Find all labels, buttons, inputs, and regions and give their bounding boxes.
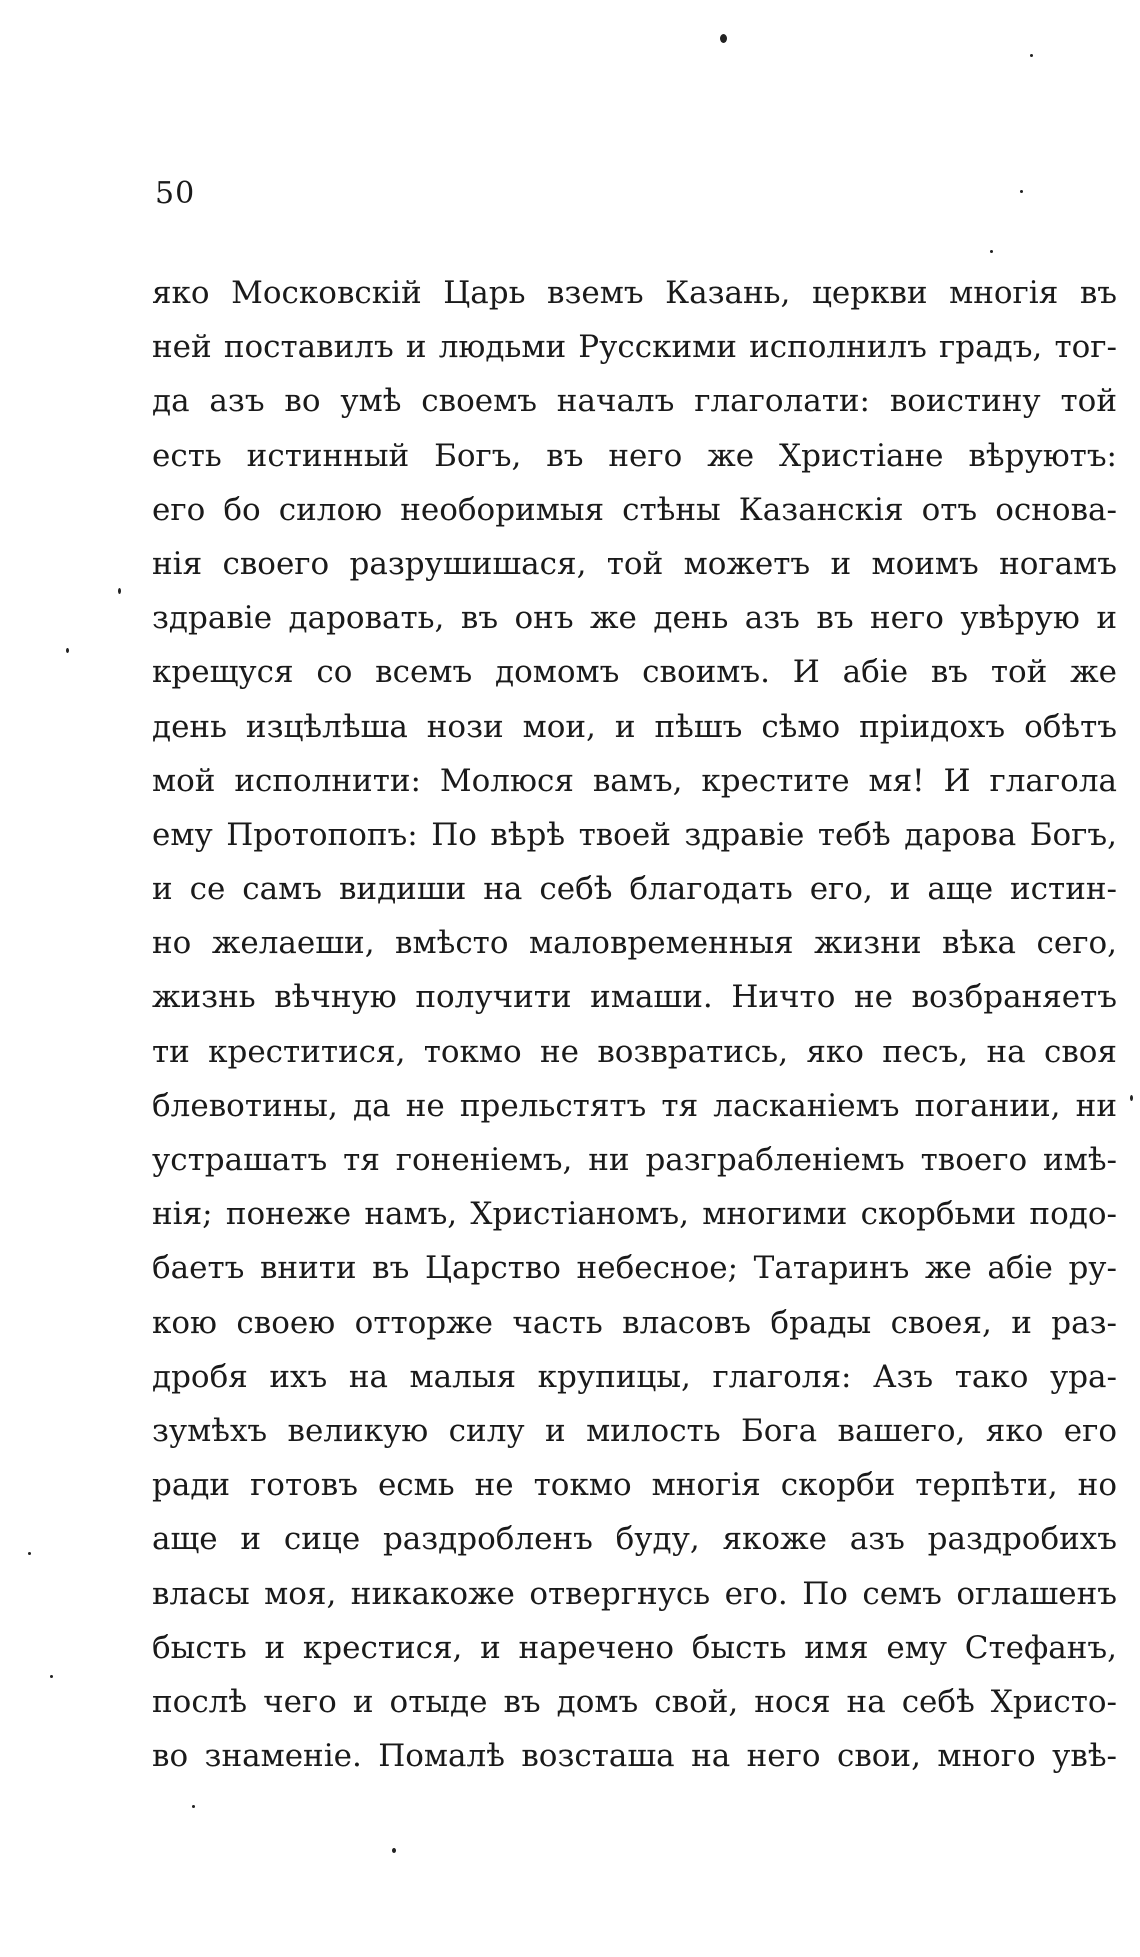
text-line: жизнь вѣчную получити имаши. Ничто не возбраняетъ bbox=[152, 979, 1117, 1016]
text-line: нія своего разрушишася, той можетъ и моимъ ногамъ bbox=[152, 545, 1117, 582]
scan-speck bbox=[720, 34, 727, 43]
text-line: и се самъ видиши на себѣ благодать его, и аще истин- bbox=[152, 871, 1117, 908]
text-line: нія; понеже намъ, Христіаномъ, многими скорбьми подо- bbox=[152, 1196, 1117, 1233]
scan-speck bbox=[118, 588, 121, 594]
scan-speck bbox=[990, 250, 993, 253]
scan-speck bbox=[28, 1552, 31, 1555]
text-line: крещуся со всемъ домомъ своимъ. И абіе въ той же bbox=[152, 654, 1117, 691]
text-line: аще и сице раздробленъ буду, якоже азъ раздробихъ bbox=[152, 1521, 1117, 1558]
text-line: ней поставилъ и людьми Русскими исполнилъ градъ, тог- bbox=[152, 329, 1117, 366]
text-line: ради готовъ есмь не токмо многія скорби терпѣти, но bbox=[152, 1467, 1117, 1504]
text-line: мой исполнити: Молюся вамъ, крестите мя! И глагола bbox=[152, 762, 1117, 799]
text-line: день изцѣлѣша нози мои, и пѣшъ сѣмо пріидохъ обѣтъ bbox=[152, 708, 1117, 745]
text-line: да азъ во умѣ своемъ началъ глаголати: воистину той bbox=[152, 383, 1117, 420]
body-text bbox=[152, 266, 1117, 1783]
scan-speck bbox=[1020, 190, 1023, 193]
text-line: но желаеши, вмѣсто маловременныя жизни вѣка сего, bbox=[152, 925, 1117, 962]
text-line: бысть и крестися, и наречено бысть имя ему Стефанъ, bbox=[152, 1629, 1117, 1666]
text-line: здравіе даровать, въ онъ же день азъ въ него увѣрую и bbox=[152, 600, 1117, 637]
scan-speck bbox=[192, 1805, 195, 1808]
text-line: власы моя, никакоже отвергнусь его. По семъ оглашенъ bbox=[152, 1575, 1117, 1612]
page-number: 50 bbox=[155, 176, 196, 211]
scan-speck bbox=[1030, 54, 1033, 57]
text-line: кою своею отторже часть власовъ брады своея, и раз- bbox=[152, 1304, 1117, 1341]
scan-speck bbox=[66, 648, 69, 653]
text-line: его бо силою необоримыя стѣны Казанскія отъ основа- bbox=[152, 491, 1117, 528]
text-line: ему Протопопъ: По вѣрѣ твоей здравіе тебѣ дарова Богъ, bbox=[152, 816, 1117, 853]
text-line: устрашатъ тя гоненіемъ, ни разграбленіемъ твоего имѣ- bbox=[152, 1142, 1117, 1178]
text-line: послѣ чего и отыде въ домъ свой, нося на себѣ Христо- bbox=[152, 1683, 1117, 1720]
text-line: ти креститися, токмо не возвратись, яко песъ, на своя bbox=[152, 1033, 1117, 1070]
text-line: дробя ихъ на малыя крупицы, глаголя: Азъ тако ура- bbox=[152, 1358, 1117, 1395]
text-line: яко Московскій Царь вземъ Казань, церкви многія въ bbox=[152, 275, 1117, 311]
text-line: зумѣхъ великую силу и милость Бога вашего, яко его bbox=[152, 1412, 1117, 1449]
scan-speck bbox=[1130, 1095, 1133, 1101]
scan-speck bbox=[392, 1848, 396, 1853]
text-line: во знаменіе. Помалѣ возсташа на него свои, много увѣ- bbox=[152, 1738, 1117, 1775]
text-line: блевотины, да не прельстятъ тя ласканіемъ погании, ни bbox=[152, 1087, 1117, 1124]
text-line: есть истинный Богъ, въ него же Христіане вѣруютъ: bbox=[152, 437, 1117, 474]
text-line: баетъ внити въ Царство небесное; Татаринъ же абіе ру- bbox=[152, 1250, 1117, 1287]
scan-speck bbox=[50, 1675, 53, 1678]
